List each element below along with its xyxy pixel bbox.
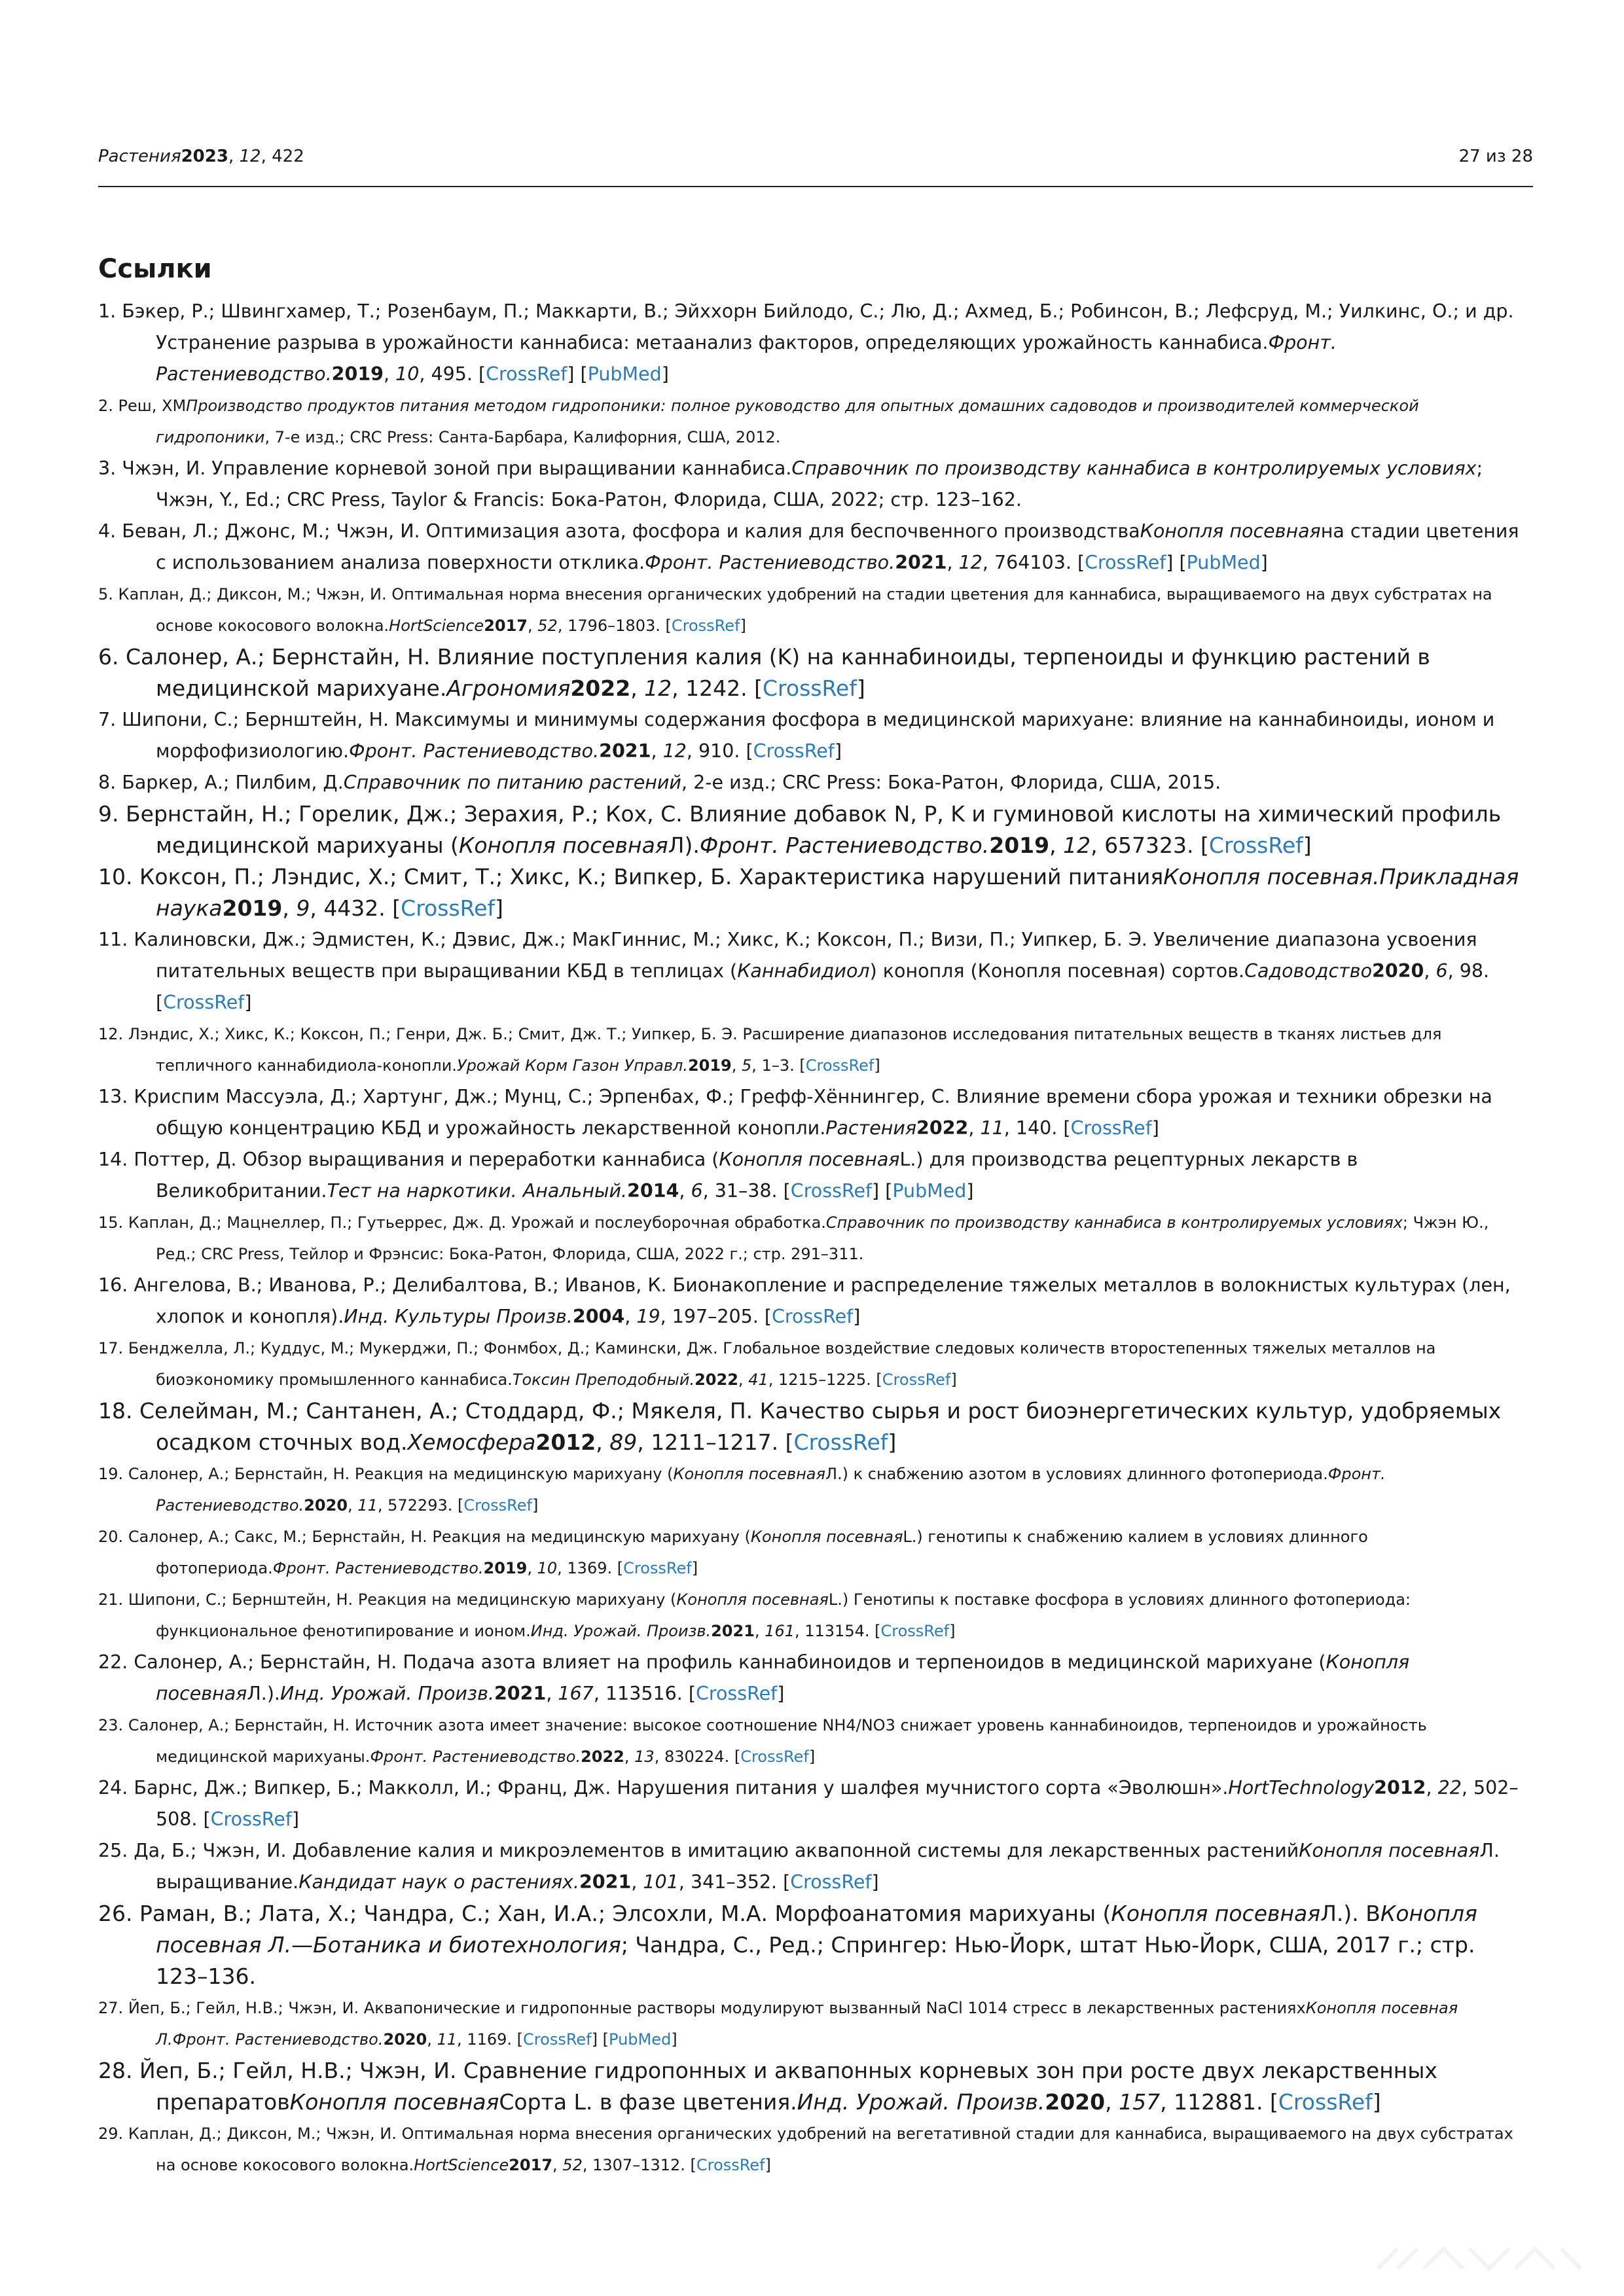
reference-pages: 657323.: [1104, 833, 1194, 858]
reference-journal: HortScience: [389, 617, 484, 635]
journal-volume: 12: [239, 147, 261, 166]
reference-link-crossref[interactable]: CrossRef: [763, 675, 857, 701]
reference-year: 2021: [579, 1871, 632, 1893]
reference-year: 2021: [494, 1683, 547, 1704]
reference-item: 1. Бэкер, Р.; Швингхамер, Т.; Розенбаум, П.; Маккарти, В.; Эйххорн Бийлодо, С.; Лю, Д.; Ахмед, Б.; Робинсон, В.; Лефсруд, М.; Уилкинс, О.; и др. Устранение разрыва в урожайности каннабиса: метаанализ факторов, определяющих урожайность каннабиса.Фронт. Растениеводство.2019, 10, 495. [CrossRef] [PubMed]: [98, 300, 1514, 385]
reference-text: Салонер, А.; Бернстайн, Н. Реакция на медицинскую марихуану (: [128, 1465, 674, 1483]
reference-item: [98, 767, 1533, 798]
reference-number: 9.: [98, 801, 119, 827]
reference-link-crossref[interactable]: CrossRef: [523, 2030, 592, 2049]
reference-journal: Инд. Культуры Произв.: [344, 1306, 573, 1327]
reference-text: Шипони, С.; Бернштейн, Н. Реакция на медицинскую марихуану (: [128, 1590, 677, 1609]
reference-species: Конопля посевная: [1299, 1840, 1480, 1861]
reference-journal: Инд. Урожай. Произв.: [797, 2089, 1045, 2115]
reference-pages: 1–3.: [761, 1056, 795, 1075]
reference-pages: 341–352.: [690, 1871, 778, 1893]
reference-volume: 6: [691, 1180, 703, 1202]
reference-item: 23. Салонер, А.; Бернстайн, Н. Источник азота имеет значение: высокое соотношение NH4/NO3 снижает уровень каннабиноидов, терпеноидов и урожайность медицинской марихуаны.Фронт. Растениеводство.2022, 13, 830224. [CrossRef]: [98, 1716, 1427, 1766]
reference-text-continued: Сорта L. в фазе цветения.: [499, 2089, 797, 2115]
reference-pages: 113516.: [605, 1683, 683, 1704]
reference-text: Йеп, Б.; Гейл, Н.В.; Чжэн, И. Сравнение гидропонных и аквапонных корневых зон при росте двух лекарственных препаратов: [139, 2058, 1437, 2115]
reference-item: [98, 1898, 1533, 1992]
page-header: [98, 147, 1533, 173]
article-number: 422: [272, 147, 304, 166]
reference-volume: 12: [644, 675, 672, 701]
reference-year: 2014: [627, 1180, 679, 1202]
reference-number: 3.: [98, 457, 117, 479]
reference-item: 7. Шипони, С.; Бернштейн, Н. Максимумы и минимумы содержания фосфора в медицинской марихуане: влияние на каннабиноиды, ионом и морфофизиологию.Фронт. Растениеводство.2021, 12, 910. [CrossRef]: [98, 709, 1495, 762]
reference-volume: 5: [742, 1056, 752, 1075]
reference-volume: 22: [1437, 1777, 1462, 1799]
reference-link-crossref[interactable]: CrossRef: [772, 1306, 854, 1327]
reference-pages: 197–205.: [672, 1306, 759, 1327]
reference-link-crossref[interactable]: CrossRef: [740, 1748, 809, 1766]
reference-tail: ; Чандра, С., Ред.; Спрингер: Нью-Йорк, штат Нью-Йорк, США, 2017 г.; стр. 123–136.: [156, 1932, 1475, 1989]
reference-item: 6. Салонер, А.; Бернстайн, Н. Влияние поступления калия (K) на каннабиноиды, терпеноиды и функцию растений в медицинской марихуане.Агрономия2022, 12, 1242. [CrossRef]: [98, 644, 1430, 701]
reference-volume: 167: [558, 1683, 594, 1704]
reference-pages: 1242.: [685, 675, 748, 701]
reference-item: 24. Барнс, Дж.; Випкер, Б.; Макколл, И.; Франц, Дж. Нарушения питания у шалфея мучнистого сорта «Эволюшн».HortTechnology2012, 22, 502–508. [CrossRef]: [98, 1777, 1519, 1830]
reference-year: 2021: [895, 552, 947, 573]
reference-journal: Токсин Преподобный.: [512, 1371, 695, 1389]
reference-text-continued: ) конопля (Конопля посевная) сортов.: [869, 960, 1245, 982]
journal-name: Растения: [98, 147, 181, 166]
reference-year: 2019: [331, 363, 384, 385]
reference-text-continued: на стадии цветения с использованием анализа поверхности отклика.: [156, 520, 1519, 573]
reference-link-crossref[interactable]: CrossRef: [753, 740, 835, 762]
reference-text: Лэндис, Х.; Хикс, К.; Коксон, П.; Генри, Дж. Б.; Смит, Дж. Т.; Уипкер, Б. Э. Расширение диапазонов исследования питательных веществ в тканях листьев для тепличного каннабидиола-конопли.: [128, 1025, 1442, 1075]
reference-text: Да, Б.; Чжэн, И. Добавление калия и микроэлементов в имитацию аквапонной системы для лекарственных растений: [134, 1840, 1299, 1861]
reference-number: 29.: [98, 2125, 124, 2143]
reference-text: Йеп, Б.; Гейл, Н.В.; Чжэн, И. Аквапонические и гидропонные растворы модулируют вызванный NaCl 1014 стресс в лекарственных растениях: [128, 1999, 1306, 2017]
reference-item: [98, 453, 1533, 516]
reference-text-continued: Л. выращивание.: [156, 1840, 1500, 1893]
reference-journal: Инд. Урожай. Произв.: [280, 1683, 494, 1704]
reference-item: 28. Йеп, Б.; Гейл, Н.В.; Чжэн, И. Сравнение гидропонных и аквапонных корневых зон при росте двух лекарственных препаратовКонопля посевнаяСорта L. в фазе цветения.Инд. Урожай. Произв.2020, 157, 112881. [CrossRef]: [98, 2058, 1437, 2115]
reference-text: Каплан, Д.; Мацнеллер, П.; Гутьеррес, Дж. Д. Урожай и послеуборочная обработка.: [128, 1213, 826, 1232]
reference-link-crossref[interactable]: CrossRef: [882, 1371, 951, 1389]
reference-journal: Урожай Корм Газон Управл.: [456, 1056, 688, 1075]
reference-pages: 31–38.: [714, 1180, 778, 1202]
section-title: Ссылки: [98, 254, 212, 284]
reference-item: 14. Поттер, Д. Обзор выращивания и переработки каннабиса (Конопля посевнаяL.) для производства рецептурных лекарств в Великобритании.Тест на наркотики. Анальный.2014, 6, 31–38. [CrossRef] [PubMed]: [98, 1149, 1358, 1202]
reference-number: 6.: [98, 644, 119, 670]
reference-year: 2017: [509, 2156, 553, 2174]
reference-species: Конопля посевная: [1140, 520, 1321, 542]
reference-journal: Агрономия: [446, 675, 571, 701]
reference-number: 23.: [98, 1716, 124, 1734]
reference-link-crossref[interactable]: CrossRef: [1208, 833, 1303, 858]
reference-journal: Производство продуктов питания методом гидропоники: полное руководство для опытных домашних садоводов и производителей коммерческой гидропоники: [156, 397, 1419, 446]
reference-pages: 1215–1225.: [778, 1371, 871, 1389]
reference-year: 2020: [1045, 2089, 1106, 2115]
reference-volume: 12: [958, 552, 983, 573]
reference-journal: HortScience: [414, 2156, 509, 2174]
reference-text-continued: Л.).: [247, 1683, 280, 1704]
reference-pages: 830224.: [664, 1748, 730, 1766]
reference-item: 16. Ангелова, В.; Иванова, Р.; Делибалтова, В.; Иванов, К. Бионакопление и распределение тяжелых металлов в волокнистых культурах (лен, хлопок и конопля).Инд. Культуры Произв.2004, 19, 197–205. [CrossRef]: [98, 1274, 1511, 1327]
reference-number: 17.: [98, 1339, 124, 1357]
reference-volume: 157: [1119, 2089, 1161, 2115]
reference-number: 28.: [98, 2058, 133, 2083]
reference-link-crossref[interactable]: CrossRef: [790, 1871, 872, 1893]
reference-text: Беван, Л.; Джонс, М.; Чжэн, И. Оптимизация азота, фосфора и калия для беспочвенного производства: [122, 520, 1140, 542]
reference-number: 8.: [98, 772, 117, 793]
reference-pages: 98.: [1459, 960, 1490, 982]
reference-text-continued: Л.). В: [1320, 1901, 1380, 1926]
reference-journal: Справочник по производству каннабиса в контролируемых условиях: [791, 457, 1477, 479]
reference-link-pubmed[interactable]: PubMed: [609, 2030, 672, 2049]
reference-journal: Фронт. Растениеводство.: [272, 1559, 484, 1577]
reference-text: Салонер, А.; Бернстайн, Н. Источник азота имеет значение: высокое соотношение NH4/NO3 снижает уровень каннабиноидов, терпеноидов и урожайность медицинской марихуаны.: [128, 1716, 1427, 1766]
reference-year: 2022: [916, 1117, 969, 1139]
reference-species: Конопля посевная: [719, 1149, 900, 1170]
reference-link-crossref[interactable]: CrossRef: [1070, 1117, 1152, 1139]
reference-text: Бернстайн, Н.; Горелик, Дж.; Зерахия, Р.; Кох, С. Влияние добавок N, P, K и гуминовой кислоты на химический профиль медицинской марихуаны (: [126, 801, 1502, 858]
reference-item: 27. Йеп, Б.; Гейл, Н.В.; Чжэн, И. Аквапонические и гидропонные растворы модулируют вызванный NaCl 1014 стресс в лекарственных растенияхКонопля посевная Л.Фронт. Растениеводство.2020, 11, 1169. [CrossRef] [PubMed]: [98, 1999, 1458, 2049]
reference-species: Конопля посевная: [673, 1465, 825, 1483]
reference-journal: Справочник по производству каннабиса в контролируемых условиях: [825, 1213, 1403, 1232]
journal-year: 2023: [181, 147, 228, 166]
reference-text-continued: L.) генотипы к снабжению калием в условиях длинного фотопериода.: [156, 1528, 1368, 1577]
reference-journal: HortTechnology: [1228, 1777, 1375, 1799]
reference-text: Чжэн, И. Управление корневой зоной при выращивании каннабиса.: [122, 457, 792, 479]
reference-number: 5.: [98, 585, 113, 603]
reference-number: 22.: [98, 1651, 128, 1673]
reference-pages: 495.: [431, 363, 473, 385]
reference-text: Салонер, А.; Сакс, М.; Бернстайн, Н. Реакция на медицинскую марихуану (: [128, 1528, 751, 1546]
reference-journal: Хемосфера: [407, 1429, 536, 1455]
reference-journal: Конопля посевная Л.—Ботаника и биотехнология: [156, 1901, 1477, 1958]
reference-year: 2004: [572, 1306, 625, 1327]
reference-link-crossref[interactable]: CrossRef: [793, 1429, 888, 1455]
reference-pages: 764103.: [994, 552, 1072, 573]
reference-text-continued: Л).: [668, 833, 700, 858]
reference-pages: 112881.: [1174, 2089, 1263, 2115]
reference-number: 26.: [98, 1901, 133, 1926]
reference-volume: 11: [980, 1117, 1004, 1139]
reference-number: 10.: [98, 864, 133, 889]
reference-link-pubmed[interactable]: PubMed: [1186, 552, 1261, 573]
reference-number: 25.: [98, 1840, 128, 1861]
reference-year: 2021: [711, 1622, 755, 1640]
reference-journal: Растения: [825, 1117, 917, 1139]
reference-text: Барнс, Дж.; Випкер, Б.; Макколл, И.; Франц, Дж. Нарушения питания у шалфея мучнистого сорта «Эволюшн».: [134, 1777, 1229, 1799]
reference-pages: 113154.: [804, 1622, 870, 1640]
reference-text: Салонер, А.; Бернстайн, Н. Влияние поступления калия (K) на каннабиноиды, терпеноиды и функцию растений в медицинской марихуане.: [126, 644, 1430, 701]
reference-species: Каннабидиол: [737, 960, 870, 982]
reference-link-crossref[interactable]: CrossRef: [210, 1808, 292, 1830]
reference-year: 2022: [581, 1748, 624, 1766]
reference-volume: 161: [765, 1622, 795, 1640]
reference-text: Каплан, Д.; Диксон, М.; Чжэн, И. Оптимальная норма внесения органических удобрений на вегетативной стадии для каннабиса, выращиваемого на двух субстратах на основе кокосового волокна.: [128, 2125, 1513, 2174]
reference-item: 17. Бенджелла, Л.; Куддус, М.; Мукерджи, П.; Фонмбох, Д.; Камински, Дж. Глобальное воздействие следовых количеств второстепенных тяжелых металлов на биоэкономику промышленного каннабиса.Токсин Преподобный.2022, 41, 1215–1225. [CrossRef]: [98, 1339, 1436, 1389]
reference-number: 1.: [98, 300, 117, 322]
reference-journal: Фронт. Растениеводство.: [156, 332, 1337, 385]
reference-tail: ; Чжэн, Y., Ed.; CRC Press, Taylor & Francis: Бока-Ратон, Флорида, США, 2022; стр. 123–162.: [156, 457, 1483, 511]
reference-volume: 11: [437, 2030, 458, 2049]
reference-volume: 41: [748, 1371, 768, 1389]
reference-item: 5. Каплан, Д.; Диксон, М.; Чжэн, И. Оптимальная норма внесения органических удобрений на стадии цветения для каннабиса, выращиваемого на двух субстратах на основе кокосового волокна.HortScience2017, 52, 1796–1803. [CrossRef]: [98, 585, 1492, 635]
reference-text: Каплан, Д.; Диксон, М.; Чжэн, И. Оптимальная норма внесения органических удобрений на стадии цветения для каннабиса, выращиваемого на двух субстратах на основе кокосового волокна.: [118, 585, 1492, 635]
reference-text: Шипони, С.; Бернштейн, Н. Максимумы и минимумы содержания фосфора в медицинской марихуане: влияние на каннабиноиды, ионом и морфофизиологию.: [122, 709, 1495, 762]
reference-volume: 9: [296, 895, 310, 921]
reference-link-crossref[interactable]: CrossRef: [671, 617, 740, 635]
reference-journal: Садоводство: [1244, 960, 1373, 982]
reference-year: 2021: [599, 740, 651, 762]
reference-list: [98, 296, 1533, 2181]
reference-link-crossref[interactable]: CrossRef: [163, 992, 245, 1013]
reference-link-crossref[interactable]: CrossRef: [805, 1056, 875, 1075]
page-number: 27 из 28: [1458, 147, 1533, 166]
reference-species: Конопля посевная Л.: [156, 1999, 1458, 2049]
reference-text: Калиновски, Дж.; Эдмистен, К.; Дэвис, Дж.; МакГиннис, М.; Хикс, К.; Коксон, П.; Визи, П.; Уипкер, Б. Э. Увеличение диапазона усвоения питательных веществ при выращивании КБД в теплицах (: [134, 929, 1477, 982]
reference-item: 19. Салонер, А.; Бернстайн, Н. Реакция на медицинскую марихуану (Конопля посевнаяЛ.) к снабжению азотом в условиях длинного фотопериода.Фронт. Растениеводство.2020, 11, 572293. [CrossRef]: [98, 1465, 1386, 1515]
reference-year: 2020: [383, 2030, 427, 2049]
watermark-logo: [1371, 2242, 1587, 2275]
reference-number: 16.: [98, 1274, 128, 1296]
reference-link-crossref[interactable]: CrossRef: [696, 2156, 765, 2174]
reference-text: Бэкер, Р.; Швингхамер, Т.; Розенбаум, П.; Маккарти, В.; Эйххорн Бийлодо, С.; Лю, Д.; Ахмед, Б.; Робинсон, В.; Лефсруд, М.; Уилкинс, О.; и др. Устранение разрыва в урожайности каннабиса: метаанализ факторов, определяющих урожайность каннабиса.: [122, 300, 1514, 353]
reference-journal: Фронт. Растениеводство.: [370, 1748, 581, 1766]
reference-year: 2017: [484, 617, 528, 635]
journal-citation: Растения2023, 12, 422: [98, 147, 304, 166]
reference-volume: 10: [537, 1559, 558, 1577]
reference-number: 19.: [98, 1465, 124, 1483]
reference-number: 18.: [98, 1398, 133, 1424]
reference-volume: 11: [357, 1496, 378, 1515]
reference-journal: Фронт. Растениеводство.: [349, 740, 600, 762]
reference-volume: 52: [537, 617, 558, 635]
reference-species: Конопля посевная: [458, 833, 668, 858]
reference-volume: 52: [562, 2156, 583, 2174]
reference-species: Конопля посевная: [750, 1528, 903, 1546]
reference-number: 7.: [98, 709, 117, 730]
reference-pages: 140.: [1015, 1117, 1058, 1139]
reference-link-crossref[interactable]: CrossRef: [623, 1559, 692, 1577]
reference-volume: 12: [662, 740, 687, 762]
reference-item: 11. Калиновски, Дж.; Эдмистен, К.; Дэвис, Дж.; МакГиннис, М.; Хикс, К.; Коксон, П.; Визи, П.; Уипкер, Б. Э. Увеличение диапазона усвоения питательных веществ при выращивании КБД в теплицах (Каннабидиол) конопля (Конопля посевная) сортов.Садоводство2020, 6, 98. [CrossRef]: [98, 929, 1490, 1013]
reference-volume: 6: [1435, 960, 1448, 982]
reference-link-crossref[interactable]: CrossRef: [401, 895, 495, 921]
reference-species: Конопля посевная: [289, 2089, 499, 2115]
reference-tail: ; Чжэн Ю., Ред.; CRC Press, Тейлор и Фрэнсис: Бока-Ратон, Флорида, США, 2022 г.; стр. 291–311.: [156, 1213, 1489, 1263]
reference-number: 14.: [98, 1149, 128, 1170]
reference-text-continued: L.) Генотипы к поставке фосфора в условиях длинного фотопериода: функциональное фенотипирование и ионом.: [156, 1590, 1411, 1640]
reference-text: Раман, В.; Лата, Х.; Чандра, С.; Хан, И.А.; Элсохли, М.А. Морфоанатомия марихуаны (: [139, 1901, 1111, 1926]
reference-link-crossref[interactable]: CrossRef: [790, 1180, 873, 1202]
reference-link-crossref[interactable]: CrossRef: [486, 363, 568, 385]
reference-item: 18. Селейман, М.; Сантанен, А.; Стоддард, Ф.; Мякеля, П. Качество сырья и рост биоэнергетических культур, удобряемых осадком сточных вод.Хемосфера2012, 89, 1211–1217. [CrossRef]: [98, 1398, 1502, 1455]
reference-number: 15.: [98, 1213, 124, 1232]
reference-text: Реш, ХМ: [118, 397, 187, 415]
reference-pages: 1211–1217.: [651, 1429, 779, 1455]
reference-year: 2019: [989, 833, 1050, 858]
reference-pages: 1796–1803.: [568, 617, 660, 635]
reference-journal: Тест на наркотики. Анальный.: [327, 1180, 628, 1202]
reference-volume: 19: [636, 1306, 660, 1327]
reference-link-crossref[interactable]: CrossRef: [1278, 2089, 1373, 2115]
reference-link-pubmed[interactable]: PubMed: [587, 363, 662, 385]
reference-pages: 502–508.: [156, 1777, 1519, 1830]
reference-species: Конопля посевная: [676, 1590, 829, 1609]
reference-volume: 101: [643, 1871, 679, 1893]
reference-year: 2020: [1372, 960, 1424, 982]
reference-text: Салонер, А.; Бернстайн, Н. Подача азота влияет на профиль каннабиноидов и терпеноидов в медицинской марихуане (: [134, 1651, 1326, 1673]
reference-item: 9. Бернстайн, Н.; Горелик, Дж.; Зерахия, Р.; Кох, С. Влияние добавок N, P, K и гуминовой кислоты на химический профиль медицинской марихуаны (Конопля посевнаяЛ).Фронт. Растениеводство.2019, 12, 657323. [CrossRef]: [98, 801, 1502, 858]
reference-species: Конопля посевная.: [1163, 864, 1380, 889]
reference-journal: Фронт. Растениеводство.: [172, 2030, 384, 2049]
reference-journal: Прикладная наука: [156, 864, 1519, 921]
reference-text: Криспим Массуэла, Д.; Хартунг, Дж.; Мунц, С.; Эрпенбах, Ф.; Грефф-Хённингер, С. Влияние времени сбора урожая и техники обрезки на общую концентрацию КБД и урожайность лекарственной конопли.: [134, 1086, 1492, 1139]
reference-year: 2019: [222, 895, 283, 921]
reference-pages: 1307–1312.: [592, 2156, 685, 2174]
reference-species: Конопля посевная: [156, 1651, 1410, 1704]
reference-text-continued: L.) для производства рецептурных лекарств в Великобритании.: [156, 1149, 1358, 1202]
reference-volume: 10: [395, 363, 420, 385]
reference-text: Бенджелла, Л.; Куддус, М.; Мукерджи, П.; Фонмбох, Д.; Камински, Дж. Глобальное воздействие следовых количеств второстепенных тяжелых металлов на биоэкономику промышленного каннабиса.: [128, 1339, 1436, 1389]
reference-tail: , 2-е изд.; CRC Press: Бока-Ратон, Флорида, США, 2015.: [681, 772, 1221, 793]
reference-item: 25. Да, Б.; Чжэн, И. Добавление калия и микроэлементов в имитацию аквапонной системы для лекарственных растенийКонопля посевнаяЛ. выращивание.Кандидат наук о растениях.2021, 101, 341–352. [CrossRef]: [98, 1840, 1500, 1893]
reference-text-continued: Л.) к снабжению азотом в условиях длинного фотопериода.: [825, 1465, 1328, 1483]
reference-link-crossref[interactable]: CrossRef: [695, 1683, 778, 1704]
header-rule: [98, 186, 1533, 187]
reference-item: 29. Каплан, Д.; Диксон, М.; Чжэн, И. Оптимальная норма внесения органических удобрений на вегетативной стадии для каннабиса, выращиваемого на двух субстратах на основе кокосового волокна.HortScience2017, 52, 1307–1312. [CrossRef]: [98, 2125, 1513, 2174]
reference-number: 12.: [98, 1025, 124, 1043]
reference-text: Ангелова, В.; Иванова, Р.; Делибалтова, В.; Иванов, К. Бионакопление и распределение тяжелых металлов в волокнистых культурах (лен, хлопок и конопля).: [134, 1274, 1511, 1327]
reference-pages: 572293.: [388, 1496, 453, 1515]
reference-journal: Фронт. Растениеводство.: [645, 552, 895, 573]
reference-item: 21. Шипони, С.; Бернштейн, Н. Реакция на медицинскую марихуану (Конопля посевнаяL.) Генотипы к поставке фосфора в условиях длинного фотопериода: функциональное фенотипирование и ионом.Инд. Урожай. Произв.2021, 161, 113154. [CrossRef]: [98, 1590, 1411, 1640]
reference-year: 2022: [570, 675, 631, 701]
reference-text: Коксон, П.; Лэндис, Х.; Смит, Т.; Хикс, К.; Випкер, Б. Характеристика нарушений питания: [139, 864, 1164, 889]
reference-number: 27.: [98, 1999, 124, 2017]
reference-number: 13.: [98, 1086, 128, 1107]
reference-journal: Кандидат наук о растениях.: [298, 1871, 579, 1893]
reference-year: 2012: [1374, 1777, 1426, 1799]
reference-number: 21.: [98, 1590, 124, 1609]
reference-volume: 12: [1063, 833, 1091, 858]
reference-link-pubmed[interactable]: PubMed: [892, 1180, 967, 1202]
reference-text: Поттер, Д. Обзор выращивания и переработки каннабиса (: [134, 1149, 719, 1170]
reference-year: 2012: [535, 1429, 596, 1455]
reference-item: 20. Салонер, А.; Сакс, М.; Бернстайн, Н. Реакция на медицинскую марихуану (Конопля посевнаяL.) генотипы к снабжению калием в условиях длинного фотопериода.Фронт. Растениеводство.2019, 10, 1369. [CrossRef]: [98, 1528, 1368, 1577]
reference-journal: Фронт. Растениеводство.: [156, 1465, 1386, 1515]
reference-pages: 1169.: [467, 2030, 513, 2049]
reference-item: [98, 1207, 1533, 1270]
reference-item: [98, 390, 1533, 453]
reference-year: 2020: [304, 1496, 348, 1515]
reference-number: 2.: [98, 397, 113, 415]
reference-number: 20.: [98, 1528, 124, 1546]
reference-link-crossref[interactable]: CrossRef: [880, 1622, 950, 1640]
reference-year: 2019: [483, 1559, 528, 1577]
reference-pages: 910.: [698, 740, 740, 762]
reference-journal: Инд. Урожай. Произв.: [530, 1622, 712, 1640]
reference-item: 10. Коксон, П.; Лэндис, Х.; Смит, Т.; Хикс, К.; Випкер, Б. Характеристика нарушений питанияКонопля посевная.Прикладная наука2019, 9, 4432. [CrossRef]: [98, 864, 1519, 921]
reference-item: 13. Криспим Массуэла, Д.; Хартунг, Дж.; Мунц, С.; Эрпенбах, Ф.; Грефф-Хённингер, С. Влияние времени сбора урожая и техники обрезки на общую концентрацию КБД и урожайность лекарственной конопли.Растения2022, 11, 140. [CrossRef]: [98, 1086, 1492, 1139]
reference-volume: 13: [634, 1748, 655, 1766]
reference-number: 4.: [98, 520, 117, 542]
reference-item: 12. Лэндис, Х.; Хикс, К.; Коксон, П.; Генри, Дж. Б.; Смит, Дж. Т.; Уипкер, Б. Э. Расширение диапазонов исследования питательных веществ в тканях листьев для тепличного каннабидиола-конопли.Урожай Корм Газон Управл.2019, 5, 1–3. [CrossRef]: [98, 1025, 1442, 1075]
reference-pages: 1369.: [567, 1559, 613, 1577]
reference-text: Селейман, М.; Сантанен, А.; Стоддард, Ф.; Мякеля, П. Качество сырья и рост биоэнергетических культур, удобряемых осадком сточных вод.: [139, 1398, 1502, 1455]
reference-journal: Справочник по питанию растений: [343, 772, 681, 793]
reference-number: 24.: [98, 1777, 128, 1799]
reference-link-crossref[interactable]: CrossRef: [463, 1496, 532, 1515]
reference-number: 11.: [98, 929, 128, 950]
reference-year: 2022: [695, 1371, 738, 1389]
reference-item: 22. Салонер, А.; Бернстайн, Н. Подача азота влияет на профиль каннабиноидов и терпеноидов в медицинской марихуане (Конопля посевнаяЛ.).Инд. Урожай. Произв.2021, 167, 113516. [CrossRef]: [98, 1651, 1410, 1704]
reference-text: Баркер, А.; Пилбим, Д.: [122, 772, 344, 793]
reference-link-crossref[interactable]: CrossRef: [1085, 552, 1166, 573]
reference-pages: 4432.: [323, 895, 386, 921]
reference-year: 2019: [687, 1056, 732, 1075]
reference-volume: 89: [609, 1429, 638, 1455]
reference-item: 4. Беван, Л.; Джонс, М.; Чжэн, И. Оптимизация азота, фосфора и калия для беспочвенного производстваКонопля посевнаяна стадии цветения с использованием анализа поверхности отклика.Фронт. Растениеводство.2021, 12, 764103. [CrossRef] [PubMed]: [98, 520, 1519, 573]
reference-species: Конопля посевная: [1111, 1901, 1321, 1926]
reference-journal: Фронт. Растениеводство.: [699, 833, 990, 858]
reference-tail: , 7-е изд.; CRC Press: Санта-Барбара, Калифорния, США, 2012.: [264, 428, 781, 446]
